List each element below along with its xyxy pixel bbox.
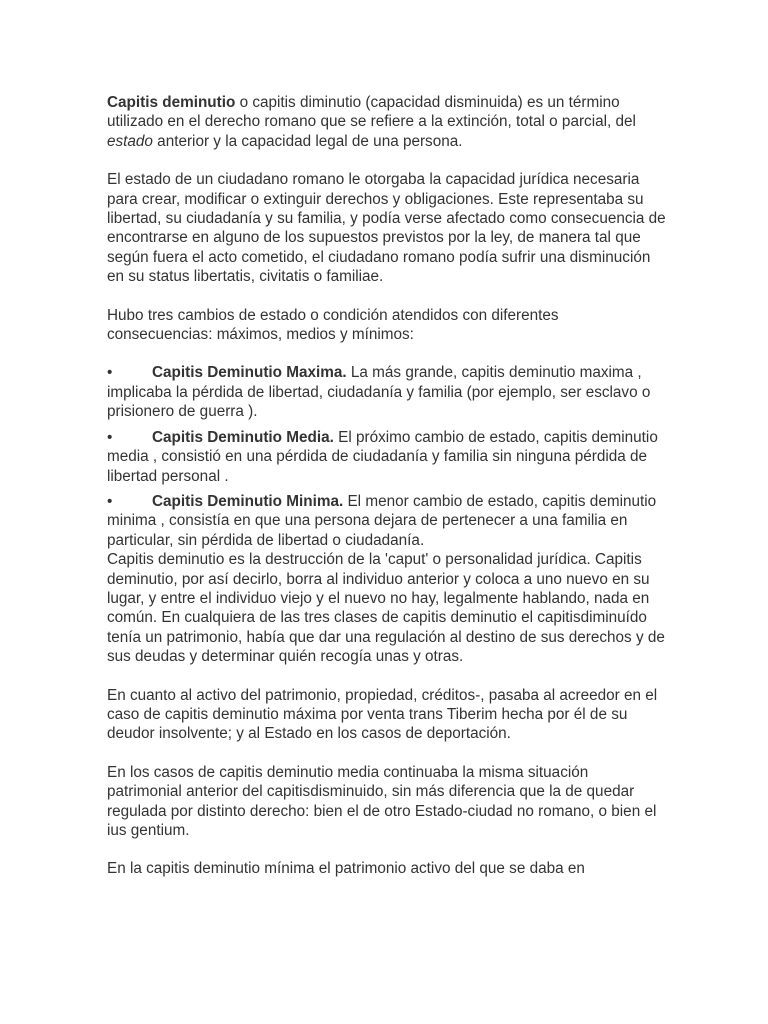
bullet-marker: • [107,428,113,446]
bullet-text: El menor cambio de estado, capitis deminutio minima , consistía en que una persona dejara de pertenecer a una familia en particular, sin pérdida de libertad o ciudadanía. [107,492,657,549]
bullet-marker: • [107,492,113,510]
list-item [107,363,667,421]
bullet-list [107,363,667,550]
document-body [107,93,667,879]
paragraph-activo: En cuanto al activo del patrimonio, propiedad, créditos-, pasaba al acreedor en el caso de capitis deminutio máxima por venta trans Tiberim hecha por él de su deudor insolvente; y al Estado en los casos de deportación. [107,686,658,743]
intro-italic-estado: estado [107,132,153,150]
bullet-text: El próximo cambio de estado, capitis deminutio media , consistió en una pérdida de ciudadanía y familia sin ninguna pérdida de libertad personal . [107,428,658,485]
bullet-title: Capitis Deminutio Media. [152,428,334,446]
intro-text-a: o capitis diminutio (capacidad disminuida) es un término utilizado en el derecho romano que se refiere a la extinción, total o parcial, del [107,94,636,131]
paragraph-destruccion: Capitis deminutio es la destrucción de la 'caput' o personalidad jurídica. Capitis deminutio, por así decirlo, borra al individuo anterior y coloca a uno nuevo en su lugar, y entre el individuo viejo y el nuevo no hay, legalmente hablando, nada en común. En cualquiera de las tres clases de capitis deminutio el capitisdiminuído tenía un patrimonio, había que dar una regulación al destino de sus derechos y de sus deudas y determinar quién recogía unas y otras. [107,551,665,666]
bullet-text: La más grande, capitis deminutio maxima , implicaba la pérdida de libertad, ciudadanía y familia (por ejemplo, ser esclavo o prisionero de guerra ). [107,364,651,421]
term-capitis-deminutio: Capitis deminutio [107,94,236,111]
list-item [107,492,667,550]
paragraph-intro [107,93,667,151]
paragraph-cambios: Hubo tres cambios de estado o condición atendidos con diferentes consecuencias: máximos, medios y mínimos: [107,306,559,344]
bullet-title: Capitis Deminutio Maxima. [152,364,347,382]
paragraph-estado: El estado de un ciudadano romano le otorgaba la capacidad jurídica necesaria para crear, modificar o extinguir derechos y obligaciones. Este representaba su libertad, su ciudadanía y su familia, y podía verse afectado como consecuencia de encontrarse en alguno de los supuestos previstos por la ley, de manera tal que según fuera el acto cometido, el ciudadano romano podía sufrir una disminución en su status libertatis, civitatis o familiae. [107,171,666,286]
list-item [107,428,667,486]
paragraph-media: En los casos de capitis deminutio media continuaba la misma situación patrimonial anterior del capitisdisminuido, sin más diferencia que la de quedar regulada por distinto derecho: bien el de otro Estado-ciudad no romano, o bien el ius gentium. [107,763,657,839]
intro-text-b: anterior y la capacidad legal de una persona. [152,132,463,150]
bullet-marker: • [107,364,113,382]
paragraph-minima: En la capitis deminutio mínima el patrimonio activo del que se daba en [107,860,585,878]
bullet-title: Capitis Deminutio Minima. [152,492,344,510]
